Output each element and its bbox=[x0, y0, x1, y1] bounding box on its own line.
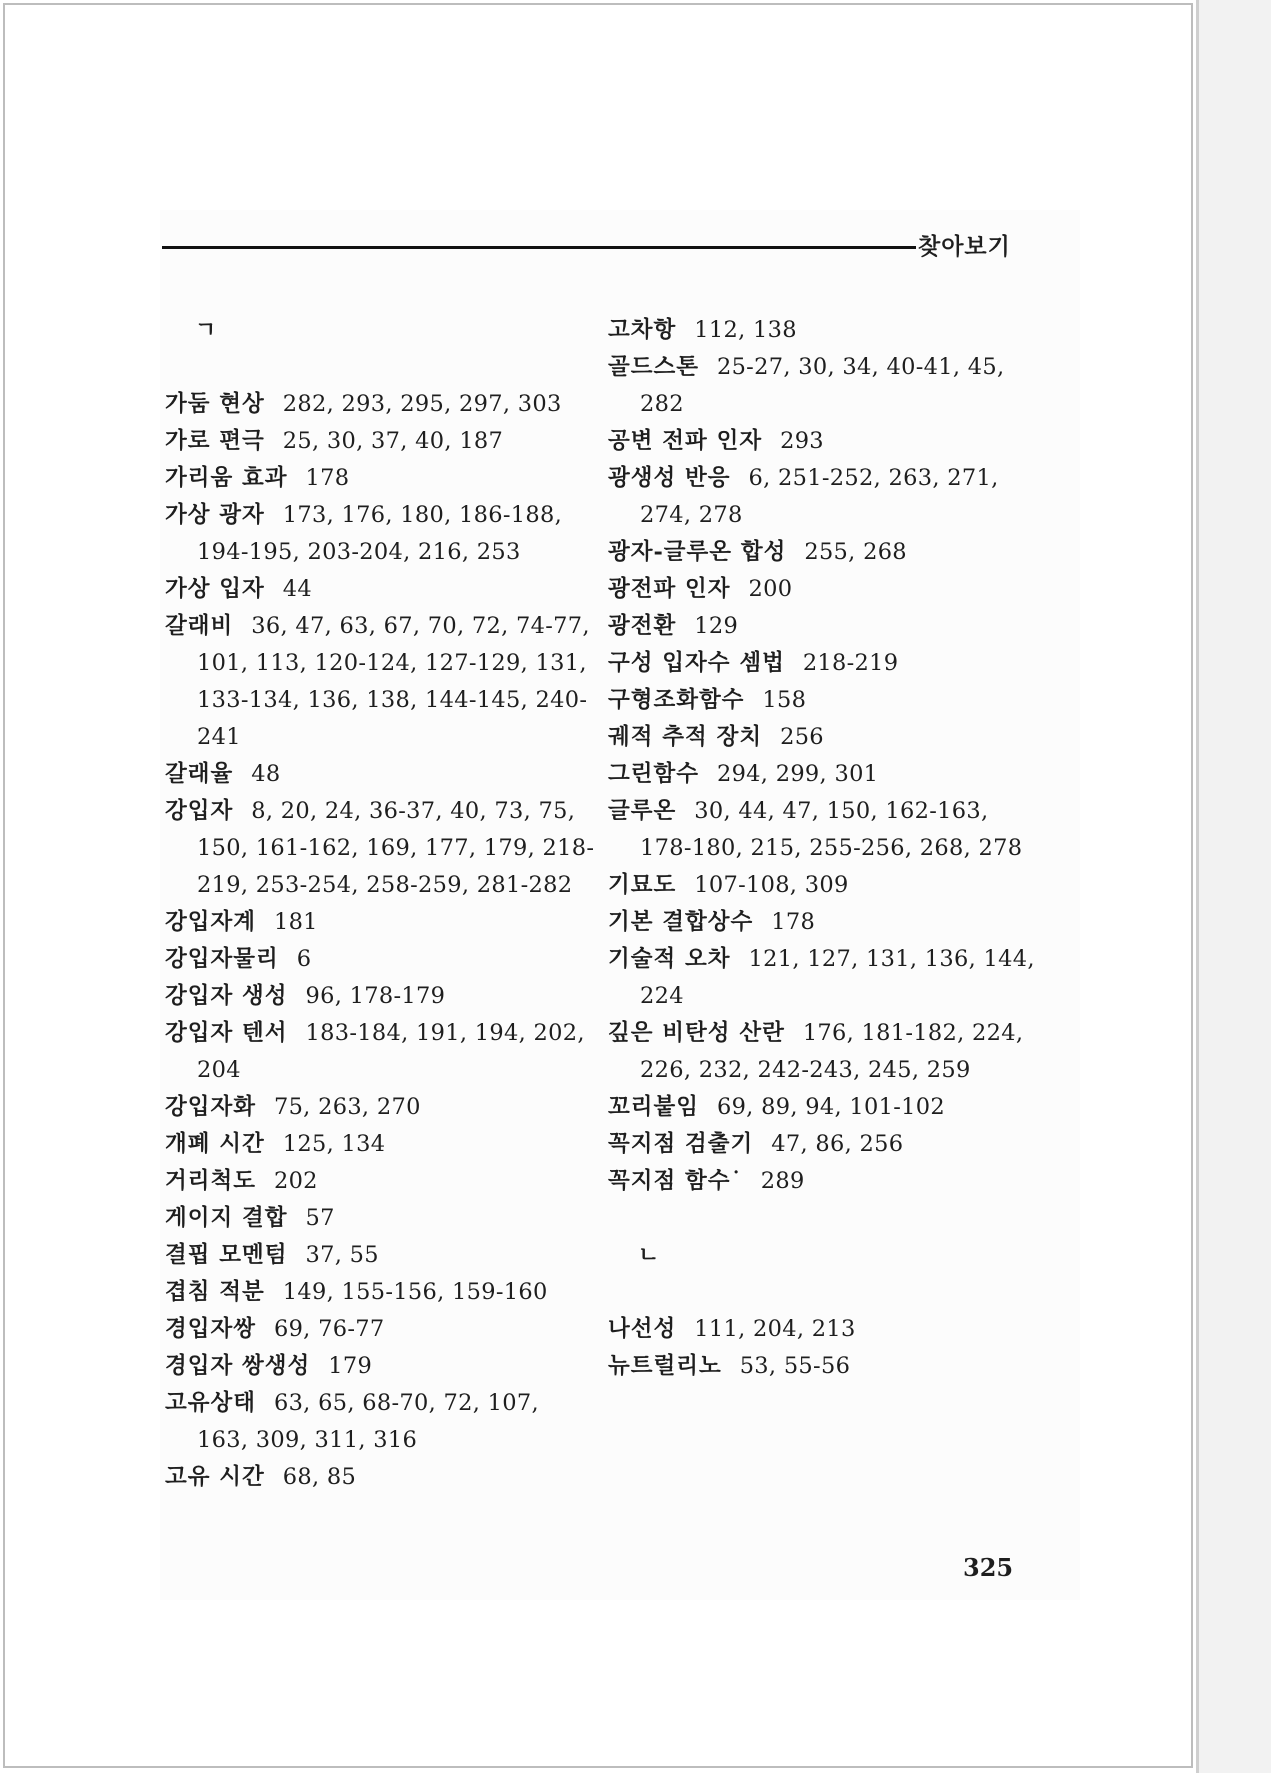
index-page-refs-continued: 219, 253-254, 258-259, 281-282 bbox=[197, 872, 573, 898]
index-page-refs: 25, 30, 37, 40, 187 bbox=[282, 428, 504, 454]
index-term: 깊은 비탄성 산란 bbox=[608, 1020, 785, 1046]
index-page-refs: 63, 65, 68-70, 72, 107, bbox=[273, 1390, 539, 1416]
index-page-refs: 6, 251-252, 263, 271, bbox=[748, 465, 999, 491]
index-page-refs-continued: 282 bbox=[640, 391, 684, 417]
index-entry-list bbox=[608, 312, 1048, 1200]
index-entry bbox=[165, 1274, 595, 1311]
index-column-left bbox=[165, 312, 595, 1496]
index-page-refs-continued: 101, 113, 120-124, 127-129, 131, bbox=[197, 650, 587, 676]
index-entry bbox=[165, 904, 595, 941]
index-term: 가리움 효과 bbox=[165, 465, 288, 491]
index-entry bbox=[165, 978, 595, 1015]
index-term: 경입자쌍 bbox=[165, 1316, 256, 1342]
index-term: 꼬리붙임 bbox=[608, 1094, 699, 1120]
index-page-refs: 158 bbox=[762, 687, 807, 713]
index-page-refs: 68, 85 bbox=[282, 1464, 357, 1490]
index-entry bbox=[608, 941, 1048, 1015]
index-entry bbox=[165, 1200, 595, 1237]
index-page-refs: 282, 293, 295, 297, 303 bbox=[282, 391, 562, 417]
index-term: 기본 결합상수 bbox=[608, 909, 754, 935]
index-term: 게이지 결합 bbox=[165, 1205, 288, 1231]
index-page-refs: 149, 155-156, 159-160 bbox=[282, 1279, 548, 1305]
index-page-refs-continued: 226, 232, 242-243, 245, 259 bbox=[640, 1057, 971, 1083]
index-term: 골드스톤 bbox=[608, 354, 699, 380]
index-term: 광전환 bbox=[608, 613, 677, 639]
index-term: 고유상태 bbox=[165, 1390, 256, 1416]
index-term: 광생성 반응 bbox=[608, 465, 731, 491]
index-page-refs: 37, 55 bbox=[305, 1242, 379, 1268]
index-page-refs: 125, 134 bbox=[282, 1131, 386, 1157]
index-term: 강입자 bbox=[165, 798, 234, 824]
index-term: 뉴트럴리노 bbox=[608, 1353, 722, 1379]
index-entry bbox=[165, 1089, 595, 1126]
index-term: 개폐 시간 bbox=[165, 1131, 265, 1157]
index-page-refs: 176, 181-182, 224, bbox=[802, 1020, 1024, 1046]
index-page-refs: 183-184, 191, 194, 202, bbox=[305, 1020, 585, 1046]
index-entry bbox=[608, 1015, 1048, 1089]
index-entry bbox=[165, 460, 595, 497]
index-entry bbox=[165, 756, 595, 793]
index-page-refs: 129 bbox=[694, 613, 739, 639]
index-term: 글루온 bbox=[608, 798, 677, 824]
index-entry bbox=[165, 1126, 595, 1163]
index-entry bbox=[165, 1385, 595, 1459]
index-entry bbox=[608, 904, 1048, 941]
index-entry bbox=[165, 1459, 595, 1496]
index-term: 거리척도 bbox=[165, 1168, 256, 1194]
index-entry bbox=[165, 1237, 595, 1274]
index-page-refs: 47, 86, 256 bbox=[771, 1131, 904, 1157]
index-page-refs: 30, 44, 47, 150, 162-163, bbox=[694, 798, 989, 824]
index-page-refs: 8, 20, 24, 36-37, 40, 73, 75, bbox=[251, 798, 576, 824]
index-entry bbox=[608, 312, 1048, 349]
index-page-refs-continued: 241 bbox=[197, 724, 241, 750]
index-page-refs: 69, 76-77 bbox=[273, 1316, 385, 1342]
index-entry bbox=[608, 423, 1048, 460]
index-entry bbox=[608, 1126, 1048, 1163]
running-header-title: 찾아보기 bbox=[918, 233, 1011, 260]
index-page-refs-continued: 274, 278 bbox=[640, 502, 743, 528]
index-entry bbox=[608, 682, 1048, 719]
index-entry bbox=[165, 793, 595, 904]
index-page-refs: 36, 47, 63, 67, 70, 72, 74-77, bbox=[251, 613, 590, 639]
index-entry-list bbox=[165, 386, 595, 1496]
index-page-refs: 289 bbox=[760, 1168, 805, 1194]
index-page-refs: 107-108, 309 bbox=[694, 872, 849, 898]
index-page-refs: 69, 89, 94, 101-102 bbox=[716, 1094, 945, 1120]
index-term: 고유 시간 bbox=[165, 1464, 265, 1490]
index-page-refs: 57 bbox=[305, 1205, 335, 1231]
index-entry bbox=[608, 719, 1048, 756]
index-entry bbox=[165, 1163, 595, 1200]
index-term: 강입자계 bbox=[165, 909, 256, 935]
index-page-refs-continued: 194-195, 203-204, 216, 253 bbox=[197, 539, 521, 565]
index-page-refs: 173, 176, 180, 186-188, bbox=[282, 502, 563, 528]
index-term: 광전파 인자 bbox=[608, 576, 731, 602]
index-term: 구성 입자수 셈법 bbox=[608, 650, 785, 676]
index-page-refs: 75, 263, 270 bbox=[273, 1094, 421, 1120]
index-term: 가상 입자 bbox=[165, 576, 265, 602]
index-page-refs-continued: 133-134, 136, 138, 144-145, 240- bbox=[197, 687, 588, 713]
header-rule bbox=[162, 246, 916, 249]
index-entry bbox=[165, 608, 595, 756]
index-page-refs: 255, 268 bbox=[804, 539, 907, 565]
index-term: 기묘도 bbox=[608, 872, 677, 898]
index-column-right bbox=[608, 312, 1048, 1385]
index-page-refs: 178 bbox=[771, 909, 816, 935]
index-term: 궤적 추적 장치 bbox=[608, 724, 763, 750]
index-page-refs: 6 bbox=[296, 946, 312, 972]
index-page-refs-continued: 150, 161-162, 169, 177, 179, 218- bbox=[197, 835, 595, 861]
section-gap bbox=[608, 1274, 1048, 1311]
index-term: 기술적 오차 bbox=[608, 946, 731, 972]
index-entry bbox=[165, 386, 595, 423]
index-term: 겹침 적분 bbox=[165, 1279, 265, 1305]
index-entry bbox=[165, 941, 595, 978]
index-term: 가둠 현상 bbox=[165, 391, 265, 417]
index-entry bbox=[608, 1089, 1048, 1126]
index-page-refs: 293 bbox=[780, 428, 824, 454]
index-page-refs: 256 bbox=[780, 724, 824, 750]
page-number: 325 bbox=[963, 1553, 1014, 1582]
index-entry bbox=[608, 349, 1048, 423]
index-term: 공변 전파 인자 bbox=[608, 428, 763, 454]
index-page-refs: 179 bbox=[328, 1353, 373, 1379]
index-page-refs: 53, 55-56 bbox=[739, 1353, 851, 1379]
index-term: 갈래율 bbox=[165, 761, 234, 787]
section-letter-nieun: ㄴ bbox=[638, 1242, 660, 1268]
index-entry bbox=[608, 645, 1048, 682]
index-page-refs: 112, 138 bbox=[694, 317, 797, 343]
index-entry bbox=[165, 1311, 595, 1348]
index-entry-list bbox=[608, 1311, 1048, 1385]
index-page-refs: 48 bbox=[251, 761, 281, 787]
index-page-refs-continued: 224 bbox=[640, 983, 684, 1009]
index-entry bbox=[608, 1348, 1048, 1385]
index-term: 갈래비 bbox=[165, 613, 234, 639]
index-entry bbox=[608, 608, 1048, 645]
index-entry bbox=[165, 1348, 595, 1385]
index-term: 고차항 bbox=[608, 317, 677, 343]
index-entry bbox=[608, 867, 1048, 904]
index-entry bbox=[165, 423, 595, 460]
index-page-refs: 200 bbox=[748, 576, 793, 602]
index-page-refs: 25-27, 30, 34, 40-41, 45, bbox=[716, 354, 1005, 380]
index-term: 경입자 쌍생성 bbox=[165, 1353, 311, 1379]
index-term: 구형조화함수 bbox=[608, 687, 745, 713]
index-entry bbox=[165, 571, 595, 608]
index-entry bbox=[608, 756, 1048, 793]
index-page-refs: 121, 127, 131, 136, 144, bbox=[748, 946, 1035, 972]
index-term: 강입자 생성 bbox=[165, 983, 288, 1009]
index-page-refs: 218-219 bbox=[802, 650, 899, 676]
section-gap bbox=[608, 1200, 1048, 1237]
index-term: 나선성 bbox=[608, 1316, 677, 1342]
index-page-refs-continued: 163, 309, 311, 316 bbox=[197, 1427, 418, 1453]
index-entry bbox=[608, 460, 1048, 534]
index-term: 결핍 모멘텀 bbox=[165, 1242, 288, 1268]
index-page-refs: 178 bbox=[305, 465, 350, 491]
index-entry bbox=[608, 1311, 1048, 1348]
index-page-refs-continued: 178-180, 215, 255-256, 268, 278 bbox=[640, 835, 1023, 861]
section-gap bbox=[165, 349, 595, 386]
index-entry bbox=[608, 571, 1048, 608]
index-term: 강입자물리 bbox=[165, 946, 279, 972]
index-term: 꼭지점 검출기 bbox=[608, 1131, 754, 1157]
index-page-refs: 181 bbox=[273, 909, 318, 935]
index-entry bbox=[608, 534, 1048, 571]
index-page-refs: 96, 178-179 bbox=[305, 983, 446, 1009]
index-page-refs-continued: 204 bbox=[197, 1057, 241, 1083]
index-term: 그린함수 bbox=[608, 761, 699, 787]
index-term: 강입자 텐서 bbox=[165, 1020, 288, 1046]
index-page-refs: 44 bbox=[282, 576, 313, 602]
viewer-side-strip bbox=[1196, 0, 1271, 1773]
index-page-refs: 111, 204, 213 bbox=[694, 1316, 856, 1342]
index-page-refs: 294, 299, 301 bbox=[716, 761, 879, 787]
index-page-refs: 202 bbox=[273, 1168, 318, 1194]
index-entry bbox=[608, 793, 1048, 867]
section-letter-giyeok: ㄱ bbox=[195, 317, 217, 343]
index-entry bbox=[165, 1015, 595, 1089]
index-term: 가상 광자 bbox=[165, 502, 265, 528]
index-term: 꼭지점 함수˙ bbox=[608, 1168, 743, 1194]
index-term: 강입자화 bbox=[165, 1094, 256, 1120]
index-entry bbox=[165, 497, 595, 571]
index-term: 광자-글루온 합성 bbox=[608, 539, 787, 565]
index-entry bbox=[608, 1163, 1048, 1200]
index-term: 가로 편극 bbox=[165, 428, 265, 454]
